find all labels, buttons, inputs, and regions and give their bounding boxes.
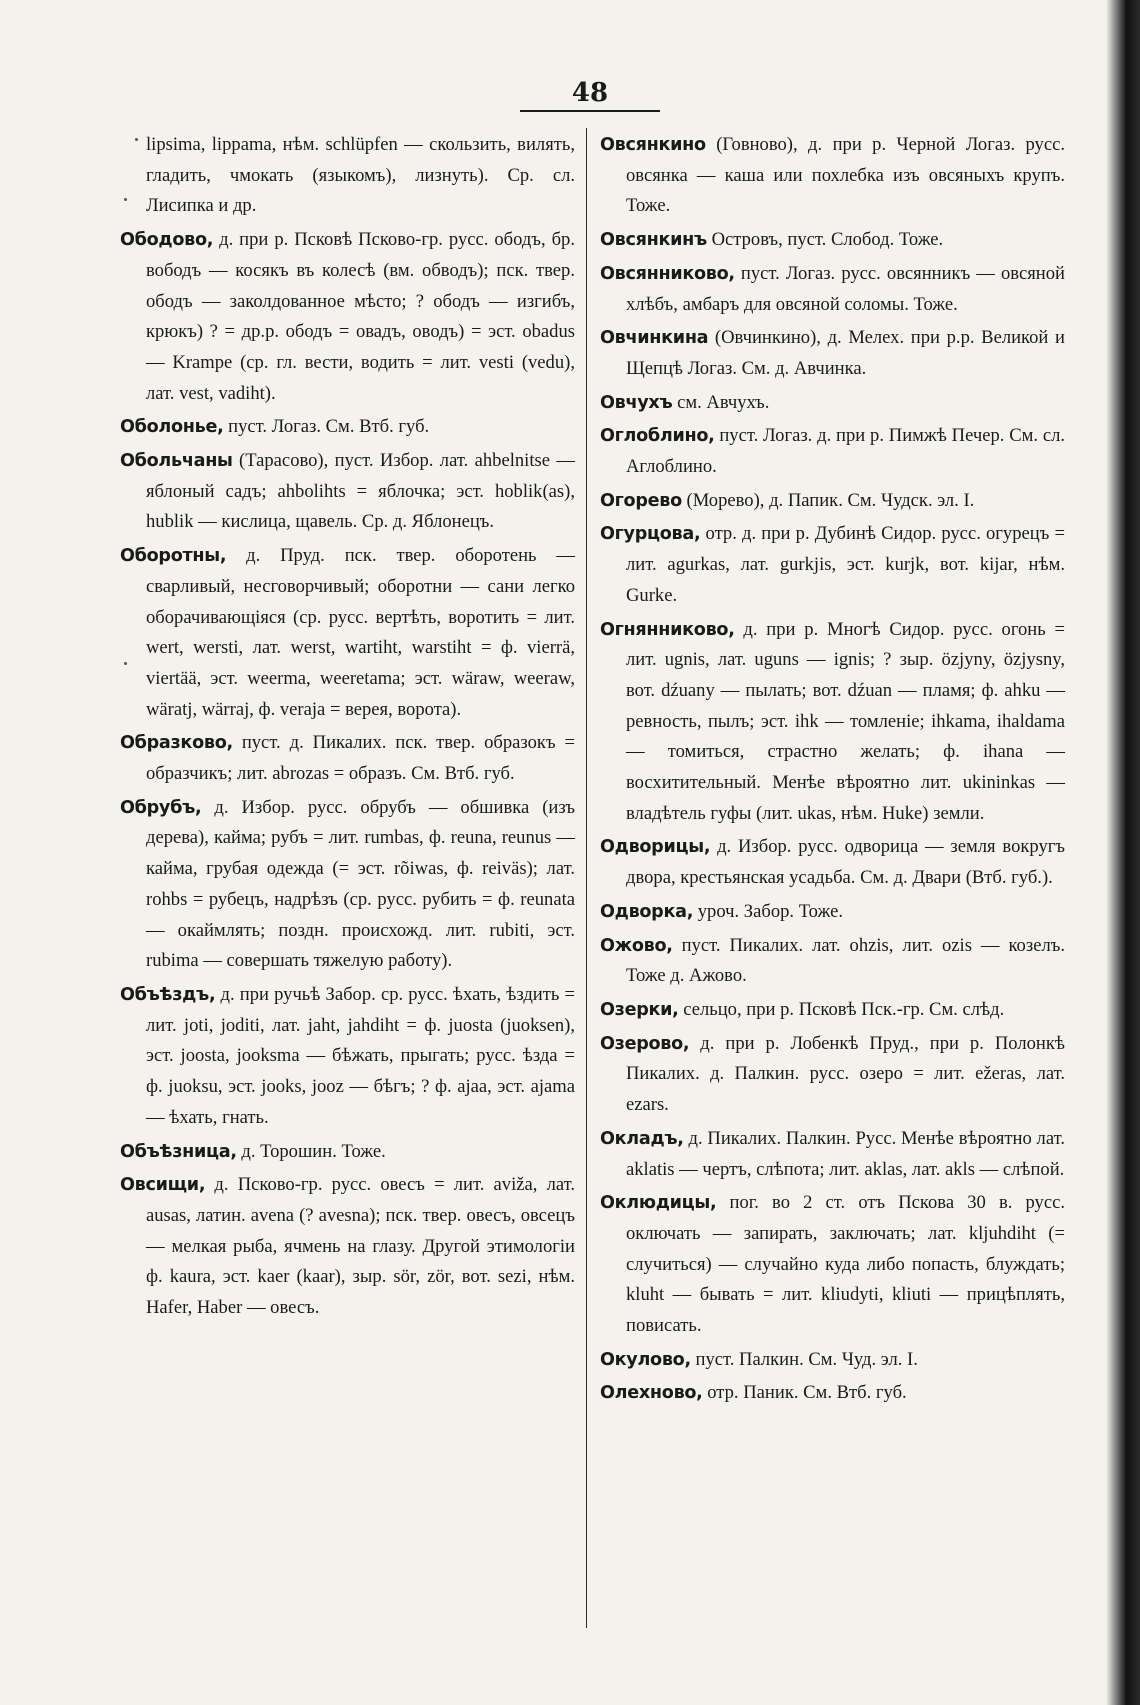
entry-text: д. Торошин. Тоже. xyxy=(241,1140,386,1162)
entry-headword: Озерово, xyxy=(600,1033,690,1054)
entry-headword: Олехново, xyxy=(600,1383,703,1404)
left-column xyxy=(120,130,575,1327)
entry-text: пуст. Логаз. русс. овсянникъ — овсяной хлѣбъ, амбаръ для овсяной соломы. Тоже. xyxy=(626,262,1065,315)
entry-text: (Овчинкино), д. Мелех. при р.р. Великой и Щепцѣ Логаз. См. д. Авчинка. xyxy=(626,327,1065,379)
dictionary-entry xyxy=(120,793,575,977)
column-divider xyxy=(586,128,587,1628)
entry-text: Островъ, пуст. Слобод. Тоже. xyxy=(711,229,944,251)
dictionary-entry xyxy=(600,388,1065,419)
entry-headword: Оглоблино, xyxy=(600,426,715,447)
entry-text: отр. Паник. См. Втб. губ. xyxy=(707,1382,907,1404)
entry-headword: Обрубъ, xyxy=(120,797,202,818)
dictionary-entry xyxy=(600,995,1065,1026)
entry-headword: Ожово, xyxy=(600,935,673,956)
dictionary-entry xyxy=(600,615,1065,830)
dictionary-entry xyxy=(600,130,1065,222)
dictionary-entry xyxy=(120,412,575,443)
dictionary-entry xyxy=(120,1137,575,1168)
entry-text: lipsima, lippama, нѣм. schlüpfen — скользить, вилять, гладить, чмокать (языкомъ), лизнуть). Ср. сл. Лисипка и др. xyxy=(146,134,575,217)
entry-headword: Окулово, xyxy=(600,1349,691,1370)
entry-headword: Одворицы, xyxy=(600,837,711,858)
dictionary-entry xyxy=(600,1029,1065,1121)
entry-headword: Оболонье, xyxy=(120,417,224,438)
entry-text: д. при ручьѣ Забор. ср. русс. ѣхать, ѣздить = лит. joti, joditi, лат. jaht, jahdiht = ф. juosta (juoksen), эст. joosta, jooksma — бѣжать, прыгать; русс. ѣзда = ф. juoksu, эст. jooks, jooz — бѣгъ; ? ф. ajaa, эст. ajama — ѣхать, гнать. xyxy=(146,983,575,1128)
print-speck xyxy=(124,662,127,665)
entry-headword: Огурцова, xyxy=(600,524,701,545)
header-rule xyxy=(520,110,660,112)
entry-headword: Огорево xyxy=(600,490,682,511)
entry-text: (Тарасово), пуст. Избор. лат. ahbelnitse — яблоный садъ; ahbolihts = яблочка; эст. hoblik(as), hublik — кислица, щавель. Ср. д. Яблонецъ. xyxy=(146,450,575,533)
entry-headword: Овчинкина xyxy=(600,328,709,349)
entry-headword: Объѣзница, xyxy=(120,1141,237,1162)
entry-headword: Оборотны, xyxy=(120,546,227,567)
entry-headword: Овчухъ xyxy=(600,392,673,413)
entry-text: см. Авчухъ. xyxy=(677,391,770,413)
entry-headword: Окладъ, xyxy=(600,1128,684,1149)
book-binding-shadow xyxy=(1106,0,1140,1705)
dictionary-entry xyxy=(600,421,1065,482)
entry-text: сельцо, при р. Псковѣ Пск.-гр. См. слѣд. xyxy=(683,998,1005,1020)
entry-text: д. Пруд. пск. твер. оборотень — сварливый, несговорчивый; оборотни — сани легко оборачивающіяся (ср. русс. вертѣть, воротить = лит. wert, wersti, лат. werst, wartiht, warstiht = ф. vierrä, viertää, эст. weerma, weeretama; эст. wäraw, weeraw, wäratj, wärraj, ф. veraja = верея, ворота). xyxy=(146,545,575,720)
dictionary-entry xyxy=(600,259,1065,320)
entry-text: д. Избор. русс. обрубъ — обшивка (изъ дерева), кайма; рубъ = лит. rumbas, ф. reuna, reunus — кайма, грубая одежда (= эст. rõiwas, ф. reiväs); лат. rohbs = рубецъ, надрѣзъ (ср. русс. рубить = ф. reunata — окаймлять; поздн. происхожд. лит. rubiti, эст. rubima — совершать тяжелую работу). xyxy=(146,796,575,972)
entry-text: отр. д. при р. Дубинѣ Сидор. русс. огурецъ = лит. agurkas, лат. gurkjis, эст. kurjk, вот. kijar, нѣм. Gurke. xyxy=(626,523,1065,606)
entry-headword: Одворка, xyxy=(600,901,694,922)
entry-headword: Овсянниково, xyxy=(600,263,735,284)
entry-text: д. при р. Многѣ Сидор. русс. огонь = лит. ugnis, лат. uguns — ignis; ? зыр. özjyny, özjysny, вот. dźuany — пылать; вот. dźuan — пламя; ф. ahku — ревность, пылъ; эст. ihk — томленіе; ihkama, ihaldama — томиться, страстно желать; ф. ihana — восхитительный. Менѣе вѣроятно лит. ukininkas — владѣтель гуфы (лит. ukas, нѣм. Huke) земли. xyxy=(626,618,1065,824)
entry-text: д. при р. Псковѣ Псково-гр. русс. ободъ, бр. вободъ — косякъ въ колесѣ (вм. обводъ); пск. твер. ободъ — заколдованное мѣсто; ? ободъ — изгибъ, крюкъ) ? = др.р. ободъ = овадъ, оводъ) = эст. obadus — Krampe (ср. гл. вести, водить = лит. vesti (vedu), лат. vest, vadiht). xyxy=(146,229,575,404)
entry-headword: Объѣздъ, xyxy=(120,984,216,1005)
entry-text: д. при р. Лобенкѣ Пруд., при р. Полонкѣ Пикалих. д. Палкин. русс. озеро = лит. ežeras, лат. ezars. xyxy=(626,1032,1065,1116)
entry-text: (Морево), д. Папик. См. Чудск. эл. I. xyxy=(686,489,975,511)
dictionary-entry xyxy=(120,446,575,538)
dictionary-entry xyxy=(600,897,1065,928)
dictionary-entry xyxy=(600,1345,1065,1376)
entry-text: пуст. д. Пикалих. пск. твер. образокъ = образчикъ; лит. abrozas = образъ. См. Втб. губ. xyxy=(146,732,575,785)
entry-text: уроч. Забор. Тоже. xyxy=(697,900,844,922)
dictionary-entry xyxy=(120,541,575,725)
dictionary-entry xyxy=(120,728,575,789)
dictionary-entry xyxy=(600,1188,1065,1342)
entry-text: пуст. Палкин. См. Чуд. эл. I. xyxy=(695,1348,918,1370)
dictionary-entry xyxy=(600,323,1065,384)
print-speck xyxy=(135,138,138,141)
dictionary-entry xyxy=(600,486,1065,517)
entry-headword: Овсищи, xyxy=(120,1175,206,1196)
dictionary-entry xyxy=(120,980,575,1134)
entry-headword: Обольчаны xyxy=(120,451,233,472)
entry-text: пуст. Логаз. д. при р. Пимжѣ Печер. См. сл. Аглоблино. xyxy=(626,425,1065,478)
right-column xyxy=(600,130,1065,1412)
entry-text: пуст. Пикалих. лат. ohzis, лит. ozis — козелъ. Тоже д. Ажово. xyxy=(626,934,1065,987)
dictionary-entry xyxy=(600,225,1065,256)
entry-headword: Огнянниково, xyxy=(600,619,735,640)
entry-headword: Оклюдицы, xyxy=(600,1193,717,1214)
entry-headword: Ободово, xyxy=(120,230,214,251)
dictionary-entry xyxy=(120,130,575,222)
entry-text: пог. во 2 ст. отъ Пскова 30 в. русс. оключать — запирать, заключать; лат. kljuhdiht (= случиться) — случайно куда либо попасть, блуждать; kluht — бывать = лит. kliudyti, kliuti — прицѣплять, повисать. xyxy=(626,1192,1066,1337)
entry-text: д. Псково-гр. русс. овесъ = лит. aviža, лат. ausas, латин. avena (? avesna); пск. твер. овесъ, овсецъ — мелкая рыба, ячмень на глазу. Другой этимологіи ф. kaura, эст. kaer (kaar), зыр. sör, zör, вот. sezi, нѣм. Hafer, Haber — овесъ. xyxy=(146,1174,575,1319)
entry-text: д. Избор. русс. одворица — земля вокругъ двора, крестьянская усадьба. См. д. Двари (Втб. губ.). xyxy=(626,836,1065,889)
entry-text: д. Пикалих. Палкин. Русс. Менѣе вѣроятно лат. aklatis — чертъ, слѣпота; лит. aklas, лат. akls — слѣпой. xyxy=(626,1127,1065,1180)
dictionary-entry xyxy=(600,1378,1065,1409)
entry-headword: Овсянкино xyxy=(600,135,706,155)
dictionary-entry xyxy=(600,519,1065,611)
dictionary-entry xyxy=(600,832,1065,893)
entry-headword: Озерки, xyxy=(600,999,679,1020)
page-number: 48 xyxy=(571,78,609,108)
dictionary-entry xyxy=(600,1124,1065,1185)
entry-text: пуст. Логаз. См. Втб. губ. xyxy=(228,416,430,438)
dictionary-entry xyxy=(120,225,575,409)
entry-headword: Образково, xyxy=(120,733,233,754)
dictionary-entry xyxy=(600,931,1065,992)
entry-headword: Овсянкинъ xyxy=(600,230,707,251)
entry-text: (Говново), д. при р. Черной Логаз. русс. овсянка — каша или похлебка изъ овсяныхъ крупъ. Тоже. xyxy=(626,134,1065,217)
print-speck xyxy=(124,198,127,201)
dictionary-entry xyxy=(120,1170,575,1324)
